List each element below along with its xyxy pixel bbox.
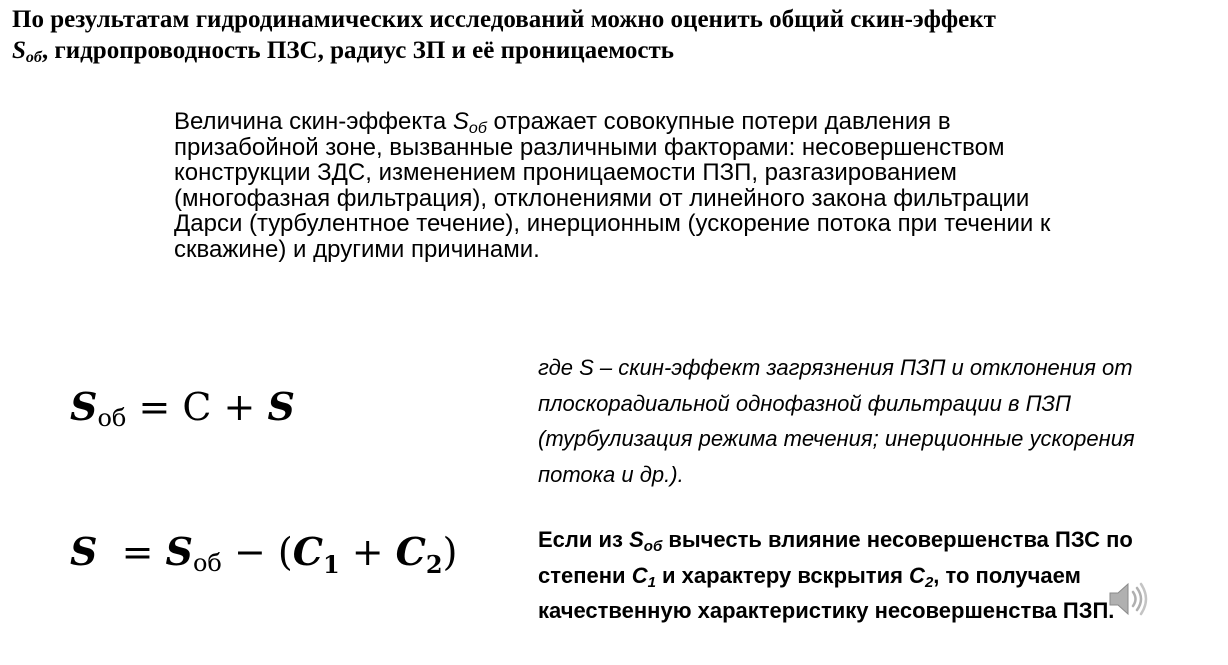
conclusion-c1: C [631,562,648,588]
paragraph-before: Величина скин-эффекта [174,108,453,135]
conclusion-p4: , то получаем качественную характеристику несовершенства ПЗП. [538,562,1115,623]
formula1-plus: + [211,385,268,429]
formula2-s: S [165,529,193,574]
conclusion-p3: и характеру вскрытия [655,562,910,588]
formula1-s: S [267,384,295,429]
formula2-plus: + [339,530,396,574]
formula2-c1-subscript: 1 [322,550,340,579]
skin-effect-description [174,109,1074,262]
formula-total-skin [70,384,295,432]
title-symbol: S [12,37,26,64]
formula1-eq: = [126,385,183,429]
conclusion-c2: C [909,562,925,588]
formula2-close: ) [442,530,458,574]
conclusion-c1-subscript: 1 [647,573,656,591]
title-line1: По результатам гидродинамических исследований можно оценить общий скин-эффект [12,6,996,33]
paragraph-symbol: S [452,108,469,135]
paragraph-symbol-subscript: об [468,120,487,137]
conclusion-symbol-subscript: об [643,538,663,555]
formula1-lhs: S [70,384,98,429]
formula2-c2-subscript: 2 [425,550,443,579]
formula1-lhs-subscript: об [97,404,127,432]
title-line2: , гидропроводность ПЗС, радиус ЗП и её проницаемость [41,37,675,64]
formula2-c1: C [292,529,323,574]
conclusion-c2-subscript: 2 [924,573,934,591]
formula2-lhs: S [70,529,98,574]
formula2-minus: − ( [221,530,293,574]
conclusion-p2: вычесть влияние несовершенства ПЗС по степени [538,527,1133,588]
speaker-icon-graphic [1104,576,1150,622]
formula1-c: C [182,385,212,429]
formula-note: где S – скин-эффект загрязнения ПЗП и отклонения от плоскорадиальной однофазной фильтрации в ПЗП (турбулизация режима течения; инерционные ускорения потока и др.). [538,355,1135,487]
conclusion-text [538,522,1178,629]
conclusion-p1: Если из [538,527,630,552]
formula2-eq: = [97,530,166,574]
conclusion-symbol: S [629,527,644,552]
formula2-s-subscript: об [192,549,222,577]
paragraph-after: отражает совокупные потери давления в призабойной зоне, вызванные различными факторами: несовершенством конструкции ЗДС, изменением проницаемости ПЗП, разгазированием (многофазная фильтрация), отклонениями от линейного закона фильтрации Дарси (турбулентное течение), инерционным (ускорение потока при течении к скважине) и другими причинами. [174,108,1051,263]
speaker-icon[interactable] [1104,576,1150,622]
title-symbol-subscript: об [25,49,42,66]
formula-skin-pzp [70,529,458,579]
formula2-c2: C [395,529,426,574]
slide-title [12,4,1222,66]
